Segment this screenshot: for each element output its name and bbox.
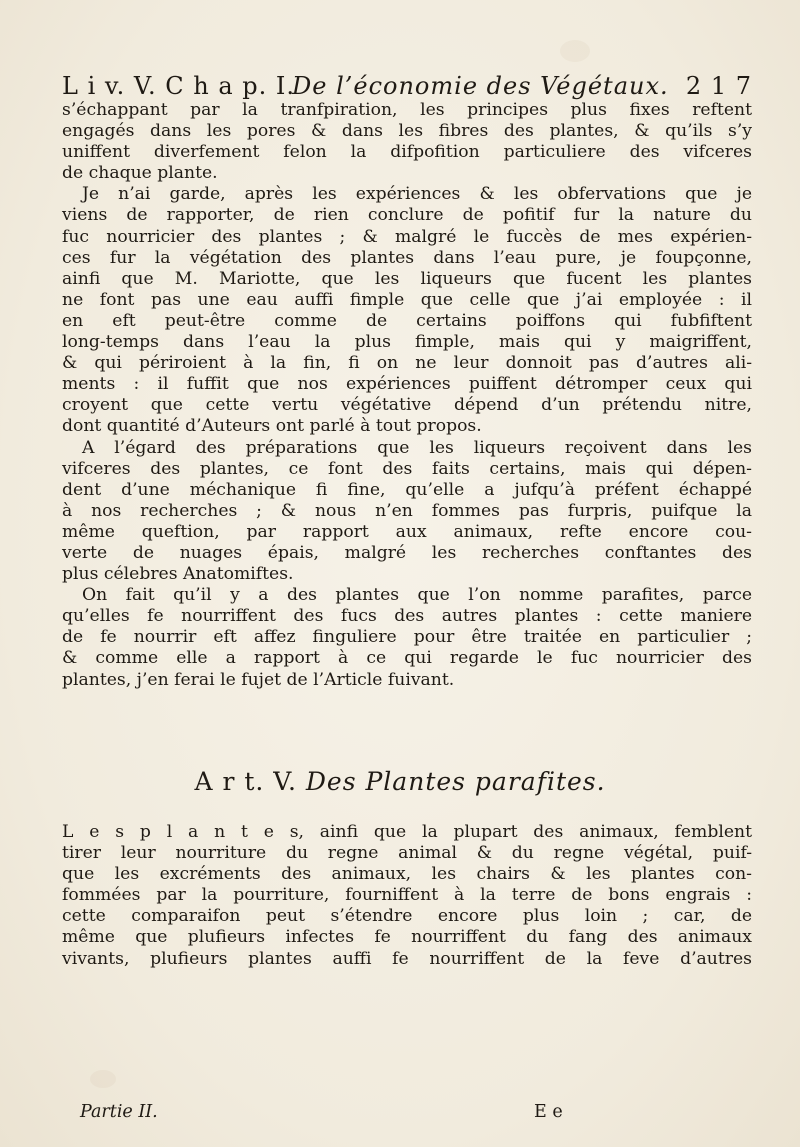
book-chapter-label: L i v. V. C h a p. I. — [62, 72, 295, 100]
text-line: s’échappant par la tranfpiration, les principes plus fixes reftent — [62, 100, 752, 120]
text-line: dent d’une méchanique fi fine, qu’elle a jufqu’à préfent échappé — [62, 479, 752, 500]
text-line: engagés dans les pores & dans les fibres des plantes, & qu’ils s’y — [62, 121, 752, 142]
page-footer — [62, 1102, 752, 1128]
body-text-bottom — [62, 822, 752, 970]
text-line: en eft peut-être comme de certains poiffons qui fubfiftent — [62, 310, 752, 331]
text-line: ces fur la végétation des plantes dans l’eau pure, je foupçonne, — [62, 247, 752, 268]
text-line: vivants, plufieurs plantes auffi fe nourriffent de la feve d’autres — [62, 948, 752, 969]
text-line: L e s p l a n t e s, ainfi que la plupart des animaux, femblent — [62, 822, 752, 842]
running-head — [62, 72, 752, 102]
text-line: de fe nourrir eft affez finguliere pour être traitée en particulier ; — [62, 627, 752, 648]
article-heading — [0, 767, 800, 797]
text-line: que les excréments des animaux, les chairs & les plantes con- — [62, 864, 752, 885]
text-line: tirer leur nourriture du regne animal & du regne végétal, puif- — [62, 843, 752, 864]
text-line: dont quantité d’Auteurs ont parlé à tout propos. — [62, 416, 482, 437]
text-line: qu’elles fe nourriffent des fucs des autres plantes : cette maniere — [62, 606, 752, 627]
body-text-top — [62, 100, 752, 691]
text-line: même queftion, par rapport aux animaux, refte encore cou- — [62, 521, 752, 542]
page-number: 2 1 7 — [685, 72, 752, 100]
text-line: cette comparaifon peut s’étendre encore plus loin ; car, de — [62, 906, 752, 927]
text-line: fommées par la pourriture, fourniffent à la terre de bons engrais : — [62, 885, 752, 906]
text-line: ments : il fuffit que nos expériences puiffent détromper ceux qui — [62, 374, 752, 395]
text-line: A l’égard des préparations que les liqueurs reçoivent dans les — [82, 437, 752, 458]
text-line: ne font pas une eau auffi fimple que celle que j’ai employée : il — [62, 289, 752, 310]
text-line: vifceres des plantes, ce font des faits certains, mais qui dépen- — [62, 458, 752, 479]
text-line: plantes, j’en ferai le fujet de l’Article fuivant. — [62, 669, 455, 690]
text-line: même que plufieurs infectes fe nourriffent du fang des animaux — [62, 927, 752, 948]
text-line: uniffent diverfement felon la difpofition particuliere des vifceres — [62, 142, 752, 163]
text-line: croyent que cette vertu végétative dépend d’un prétendu nitre, — [62, 395, 752, 416]
text-line: Je n’ai garde, après les expériences & les obfervations que je — [82, 184, 752, 205]
article-number: A r t. V. — [194, 767, 297, 796]
text-line: On fait qu’il y a des plantes que l’on nomme parafites, parce — [82, 585, 752, 606]
paper-stain — [560, 40, 590, 62]
text-line: plus célebres Anatomiftes. — [62, 564, 294, 585]
text-line: & qui périroient à la fin, fi on ne leur donnoit pas d’autres ali- — [62, 353, 752, 374]
article-title: Des Plantes parafites. — [305, 767, 606, 796]
text-line: viens de rapporter, de rien conclure de pofitif fur la nature du — [62, 205, 752, 226]
signature-mark: E e — [534, 1102, 563, 1122]
text-line: de chaque plante. — [62, 163, 218, 184]
text-line: ainfi que M. Mariotte, que les liqueurs que fucent les plantes — [62, 268, 752, 289]
text-line: à nos recherches ; & nous n’en fommes pas furpris, puifque la — [62, 500, 752, 521]
text-line: fuc nourricier des plantes ; & malgré le fuccès de mes expérien- — [62, 226, 752, 247]
text-line: long-temps dans l’eau la plus fimple, mais qui y maigriffent, — [62, 332, 752, 353]
text-line: verte de nuages épais, malgré les recherches conftantes des — [62, 542, 752, 563]
chapter-title: De l’économie des Végétaux. — [292, 72, 669, 100]
paper-stain — [90, 1070, 116, 1088]
text-line: & comme elle a rapport à ce qui regarde le fuc nourricier des — [62, 648, 752, 669]
part-label: Partie II. — [80, 1102, 158, 1122]
